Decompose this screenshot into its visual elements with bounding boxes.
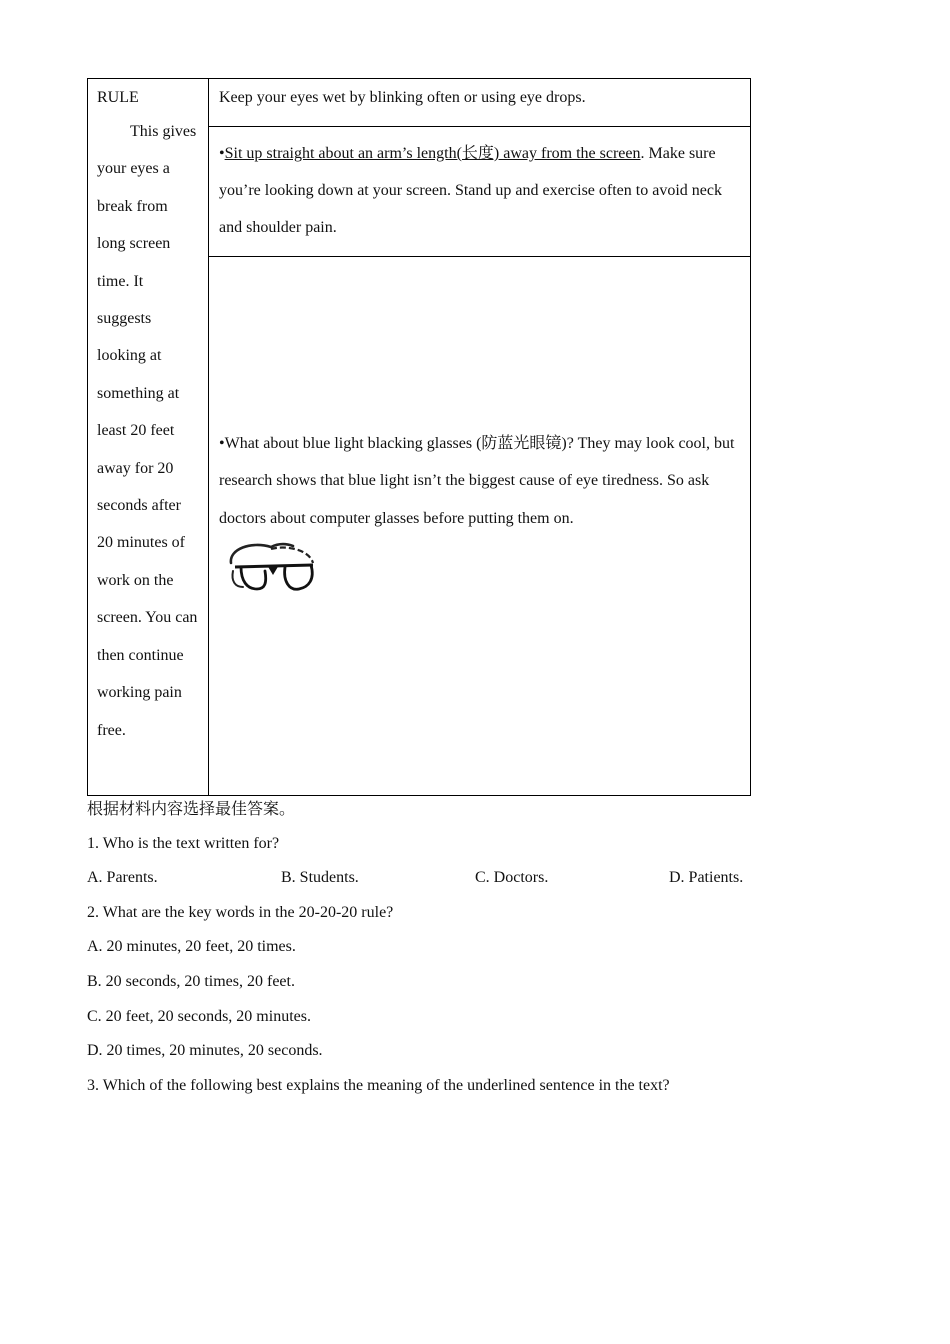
eyeglasses-icon — [227, 541, 317, 597]
rule-text: This gives your eyes a break from long screen time. It suggests looking at something at least 20 feet away for 20 seconds after 20 minutes of work on the screen. You can then continue working pain free. — [97, 123, 198, 739]
tips-column — [209, 79, 750, 795]
q2-option-d: D. 20 times, 20 minutes, 20 seconds. — [87, 1042, 323, 1059]
question-1: 1. Who is the text written for? — [87, 835, 280, 852]
instruction: 根据材料内容选择最佳答案。 — [87, 801, 296, 818]
q2-option-a: A. 20 minutes, 20 feet, 20 times. — [87, 938, 296, 955]
underlined-sentence: Sit up straight about an arm’s length(长度) away from the screen — [224, 145, 641, 162]
q2-option-c: C. 20 feet, 20 seconds, 20 minutes. — [87, 1008, 311, 1025]
tip-blue-light-text: •What about blue light blacking glasses (防蓝光眼镜)? They may look cool, but research shows that blue light isn’t the biggest cause of eye tiredness. So ask doctors about computer glasses before putting them on. — [219, 435, 735, 527]
passage-table — [87, 78, 751, 796]
question-3: 3. Which of the following best explains the meaning of the underlined sentence in the text? — [87, 1077, 670, 1094]
tip-eye-drops: Keep your eyes wet by blinking often or using eye drops. — [209, 79, 750, 127]
bullet: • — [219, 145, 225, 162]
q1-option-b: B. Students. — [281, 869, 359, 886]
q1-option-d: D. Patients. — [669, 869, 744, 886]
tip-posture-rest: . Make sure you’re looking down at your screen. Stand up and exercise often to avoid neck and shoulder pain. — [219, 145, 722, 236]
q2-option-b: B. 20 seconds, 20 times, 20 feet. — [87, 973, 295, 990]
question-1-options — [87, 868, 767, 888]
rule-heading: RULE — [97, 89, 139, 106]
question-2: 2. What are the key words in the 20-20-20 rule? — [87, 904, 394, 921]
q1-option-a: A. Parents. — [87, 869, 158, 886]
tip-blue-light — [209, 257, 750, 795]
rule-cell — [88, 79, 209, 795]
q1-option-c: C. Doctors. — [475, 869, 549, 886]
tip-posture — [209, 127, 750, 257]
